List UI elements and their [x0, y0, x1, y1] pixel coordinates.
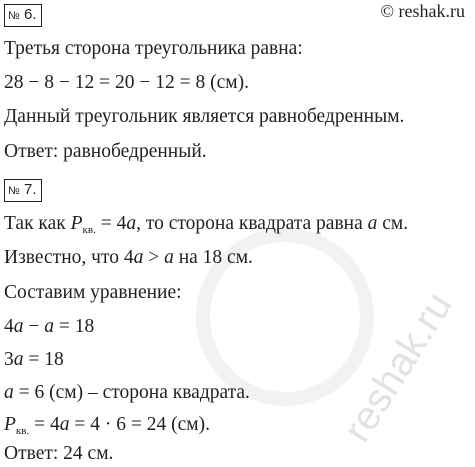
task7-equation-step: 3a = 18 [4, 349, 64, 370]
diagonal-watermark: reshak.ru [335, 284, 461, 450]
task7-line-2: Известно, что 4a > a на 18 см. [4, 247, 253, 268]
task6-line-3: Данный треугольник является равнобедренным. [4, 106, 405, 127]
task7-equation: 4a − a = 18 [4, 316, 95, 337]
site-watermark: © reshak.ru [380, 1, 465, 21]
task6-line-2: 28 − 8 − 12 = 20 − 12 = 8 (см). [4, 72, 249, 93]
task7-header [4, 177, 42, 202]
task7-solution: a = 6 (см) – сторона квадрата. [4, 382, 250, 403]
task7-line-3: Составим уравнение: [4, 282, 182, 303]
task7-line-1: Так как $P_{кв.} = 4a$, то сторона квадрата равна a см. [4, 213, 409, 236]
task6-number-badge: № 6. [4, 4, 42, 27]
task7-answer: Ответ: 24 см. [4, 443, 114, 464]
task6-header [4, 2, 42, 27]
task6-line-1: Третья сторона треугольника равна: [4, 38, 303, 59]
task7-perimeter: $P_{кв.} = 4a = 4 \cdot 6 = 24$ (см). [4, 414, 210, 437]
task7-number-badge: № 7. [4, 179, 42, 202]
task6-answer: Ответ: равнобедренный. [4, 141, 207, 162]
